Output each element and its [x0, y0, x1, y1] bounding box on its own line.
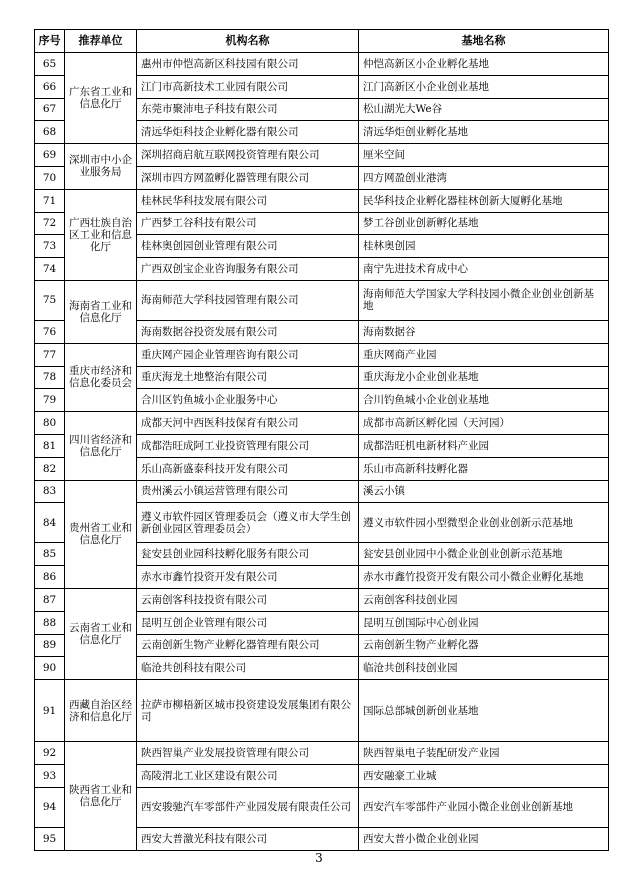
row-no: 91 [35, 680, 65, 742]
table-row [35, 412, 609, 435]
base-name: 临沧共创科技创业园 [359, 657, 609, 680]
base-name: 西安汽车零部件产业园小微企业创业创新基地 [359, 787, 609, 827]
base-name: 成都市高新区孵化园（天河园） [359, 412, 609, 435]
header-no: 序号 [35, 30, 65, 53]
org-name: 瓮安县创业园科技孵化服务有限公司 [137, 543, 359, 566]
recommending-unit: 深圳市中小企业服务局 [65, 144, 137, 190]
row-no: 68 [35, 121, 65, 144]
recommending-unit: 海南省工业和信息化厅 [65, 280, 137, 343]
org-name: 成都天河中西医科技保育有限公司 [137, 412, 359, 435]
row-no: 74 [35, 258, 65, 281]
row-no: 67 [35, 98, 65, 121]
header-row [35, 30, 609, 53]
org-name: 江门市高新技术工业园有限公司 [137, 75, 359, 98]
base-name: 乐山市高新科技孵化器 [359, 457, 609, 480]
recommending-unit: 云南省工业和信息化厅 [65, 588, 137, 679]
base-name: 国际总部城创新创业基地 [359, 680, 609, 742]
row-no: 83 [35, 480, 65, 503]
base-name: 成都浩旺机电新材料产业园 [359, 434, 609, 457]
recommending-unit: 重庆市经济和信息化委员会 [65, 343, 137, 411]
table-row [35, 588, 609, 611]
base-name: 溪云小镇 [359, 480, 609, 503]
row-no: 79 [35, 389, 65, 412]
row-no: 72 [35, 212, 65, 235]
row-no: 87 [35, 588, 65, 611]
table-row [35, 53, 609, 76]
org-name: 深圳招商启航互联网投资管理有限公司 [137, 144, 359, 167]
org-name: 广西梦工谷科技有限公司 [137, 212, 359, 235]
org-name: 桂林奥创园创业管理有限公司 [137, 235, 359, 258]
row-no: 65 [35, 53, 65, 76]
org-name: 高陵渭北工业区建设有限公司 [137, 764, 359, 787]
table-row [35, 144, 609, 167]
base-name: 西安大普小微企业创业园 [359, 827, 609, 850]
row-no: 73 [35, 235, 65, 258]
base-name: 桂林奥创园 [359, 235, 609, 258]
base-name: 西安融豪工业城 [359, 764, 609, 787]
org-name: 合川区钓鱼城小企业服务中心 [137, 389, 359, 412]
row-no: 66 [35, 75, 65, 98]
base-name: 瓮安县创业园中小微企业创业创新示范基地 [359, 543, 609, 566]
table-row [35, 189, 609, 212]
org-name: 贵州溪云小镇运营管理有限公司 [137, 480, 359, 503]
org-name: 海南师范大学科技园管理有限公司 [137, 280, 359, 320]
org-name: 遵义市软件园区管理委员会（遵义市大学生创新创业园区管理委员会） [137, 503, 359, 543]
org-name: 广西双创宝企业咨询服务有限公司 [137, 258, 359, 281]
org-name: 云南创新生物产业孵化器管理有限公司 [137, 634, 359, 657]
org-name: 海南数据谷投资发展有限公司 [137, 320, 359, 343]
row-no: 78 [35, 366, 65, 389]
base-name: 赤水市鑫竹投资开发有限公司小微企业孵化基地 [359, 566, 609, 589]
row-no: 89 [35, 634, 65, 657]
base-name: 清远华炬创业孵化基地 [359, 121, 609, 144]
recommending-unit: 陕西省工业和信息化厅 [65, 742, 137, 850]
org-name: 乐山高新盛泰科技开发有限公司 [137, 457, 359, 480]
org-name: 昆明互创企业管理有限公司 [137, 611, 359, 634]
base-name: 厘米空间 [359, 144, 609, 167]
base-name: 云南创新生物产业孵化器 [359, 634, 609, 657]
row-no: 82 [35, 457, 65, 480]
row-no: 95 [35, 827, 65, 850]
base-name: 昆明互创国际中心创业园 [359, 611, 609, 634]
recommending-unit: 广西壮族自治区工业和信息化厅 [65, 189, 137, 280]
base-name: 重庆网商产业园 [359, 343, 609, 366]
org-name: 清远华炬科技企业孵化器有限公司 [137, 121, 359, 144]
base-name: 海南数据谷 [359, 320, 609, 343]
org-name: 陕西智巢产业发展投资管理有限公司 [137, 742, 359, 765]
row-no: 84 [35, 503, 65, 543]
row-no: 80 [35, 412, 65, 435]
org-name: 惠州市仲恺高新区科技园有限公司 [137, 53, 359, 76]
row-no: 93 [35, 764, 65, 787]
row-no: 94 [35, 787, 65, 827]
row-no: 76 [35, 320, 65, 343]
header-base: 基地名称 [359, 30, 609, 53]
org-name: 成都浩旺成阿工业投资管理有限公司 [137, 434, 359, 457]
base-name: 重庆海龙小企业创业基地 [359, 366, 609, 389]
org-name: 云南创客科技投资有限公司 [137, 588, 359, 611]
base-name: 云南创客科技创业园 [359, 588, 609, 611]
recommending-unit: 贵州省工业和信息化厅 [65, 480, 137, 588]
org-name: 拉萨市柳梧新区城市投资建设发展集团有限公司 [137, 680, 359, 742]
base-name: 仲恺高新区小企业孵化基地 [359, 53, 609, 76]
base-name: 陕西智巢电子装配研发产业园 [359, 742, 609, 765]
header-unit: 推荐单位 [65, 30, 137, 53]
org-name: 重庆网产园企业管理咨询有限公司 [137, 343, 359, 366]
table-row [35, 742, 609, 765]
recommending-unit: 四川省经济和信息化厅 [65, 412, 137, 480]
row-no: 70 [35, 166, 65, 189]
org-name: 东莞市聚沛电子科技有限公司 [137, 98, 359, 121]
row-no: 77 [35, 343, 65, 366]
org-name: 西安骏驰汽车零部件产业园发展有限责任公司 [137, 787, 359, 827]
table-row [35, 480, 609, 503]
recommending-unit: 广东省工业和信息化厅 [65, 53, 137, 144]
table-row [35, 280, 609, 320]
row-no: 90 [35, 657, 65, 680]
org-name: 西安大普激光科技有限公司 [137, 827, 359, 850]
org-name: 临沧共创科技有限公司 [137, 657, 359, 680]
base-name: 合川钓鱼城小企业创业基地 [359, 389, 609, 412]
row-no: 75 [35, 280, 65, 320]
incubator-table [34, 29, 609, 851]
recommending-unit: 西藏自治区经济和信息化厅 [65, 680, 137, 742]
base-name: 遵义市软件园小型微型企业创业创新示范基地 [359, 503, 609, 543]
org-name: 深圳市四方网盈孵化器管理有限公司 [137, 166, 359, 189]
page-number: 3 [315, 851, 323, 865]
row-no: 71 [35, 189, 65, 212]
row-no: 85 [35, 543, 65, 566]
org-name: 桂林民华科技发展有限公司 [137, 189, 359, 212]
base-name: 南宁先进技术育成中心 [359, 258, 609, 281]
base-name: 梦工谷创业创新孵化基地 [359, 212, 609, 235]
base-name: 江门高新区小企业创业基地 [359, 75, 609, 98]
base-name: 松山湖光大We谷 [359, 98, 609, 121]
base-name: 海南师范大学国家大学科技园小微企业创业创新基地 [359, 280, 609, 320]
row-no: 69 [35, 144, 65, 167]
row-no: 81 [35, 434, 65, 457]
org-name: 重庆海龙土地整治有限公司 [137, 366, 359, 389]
row-no: 88 [35, 611, 65, 634]
org-name: 赤水市鑫竹投资开发有限公司 [137, 566, 359, 589]
row-no: 86 [35, 566, 65, 589]
table-row [35, 680, 609, 742]
base-name: 民华科技企业孵化器桂林创新大厦孵化基地 [359, 189, 609, 212]
table-row [35, 343, 609, 366]
header-org: 机构名称 [137, 30, 359, 53]
row-no: 92 [35, 742, 65, 765]
base-name: 四方网盈创业港湾 [359, 166, 609, 189]
